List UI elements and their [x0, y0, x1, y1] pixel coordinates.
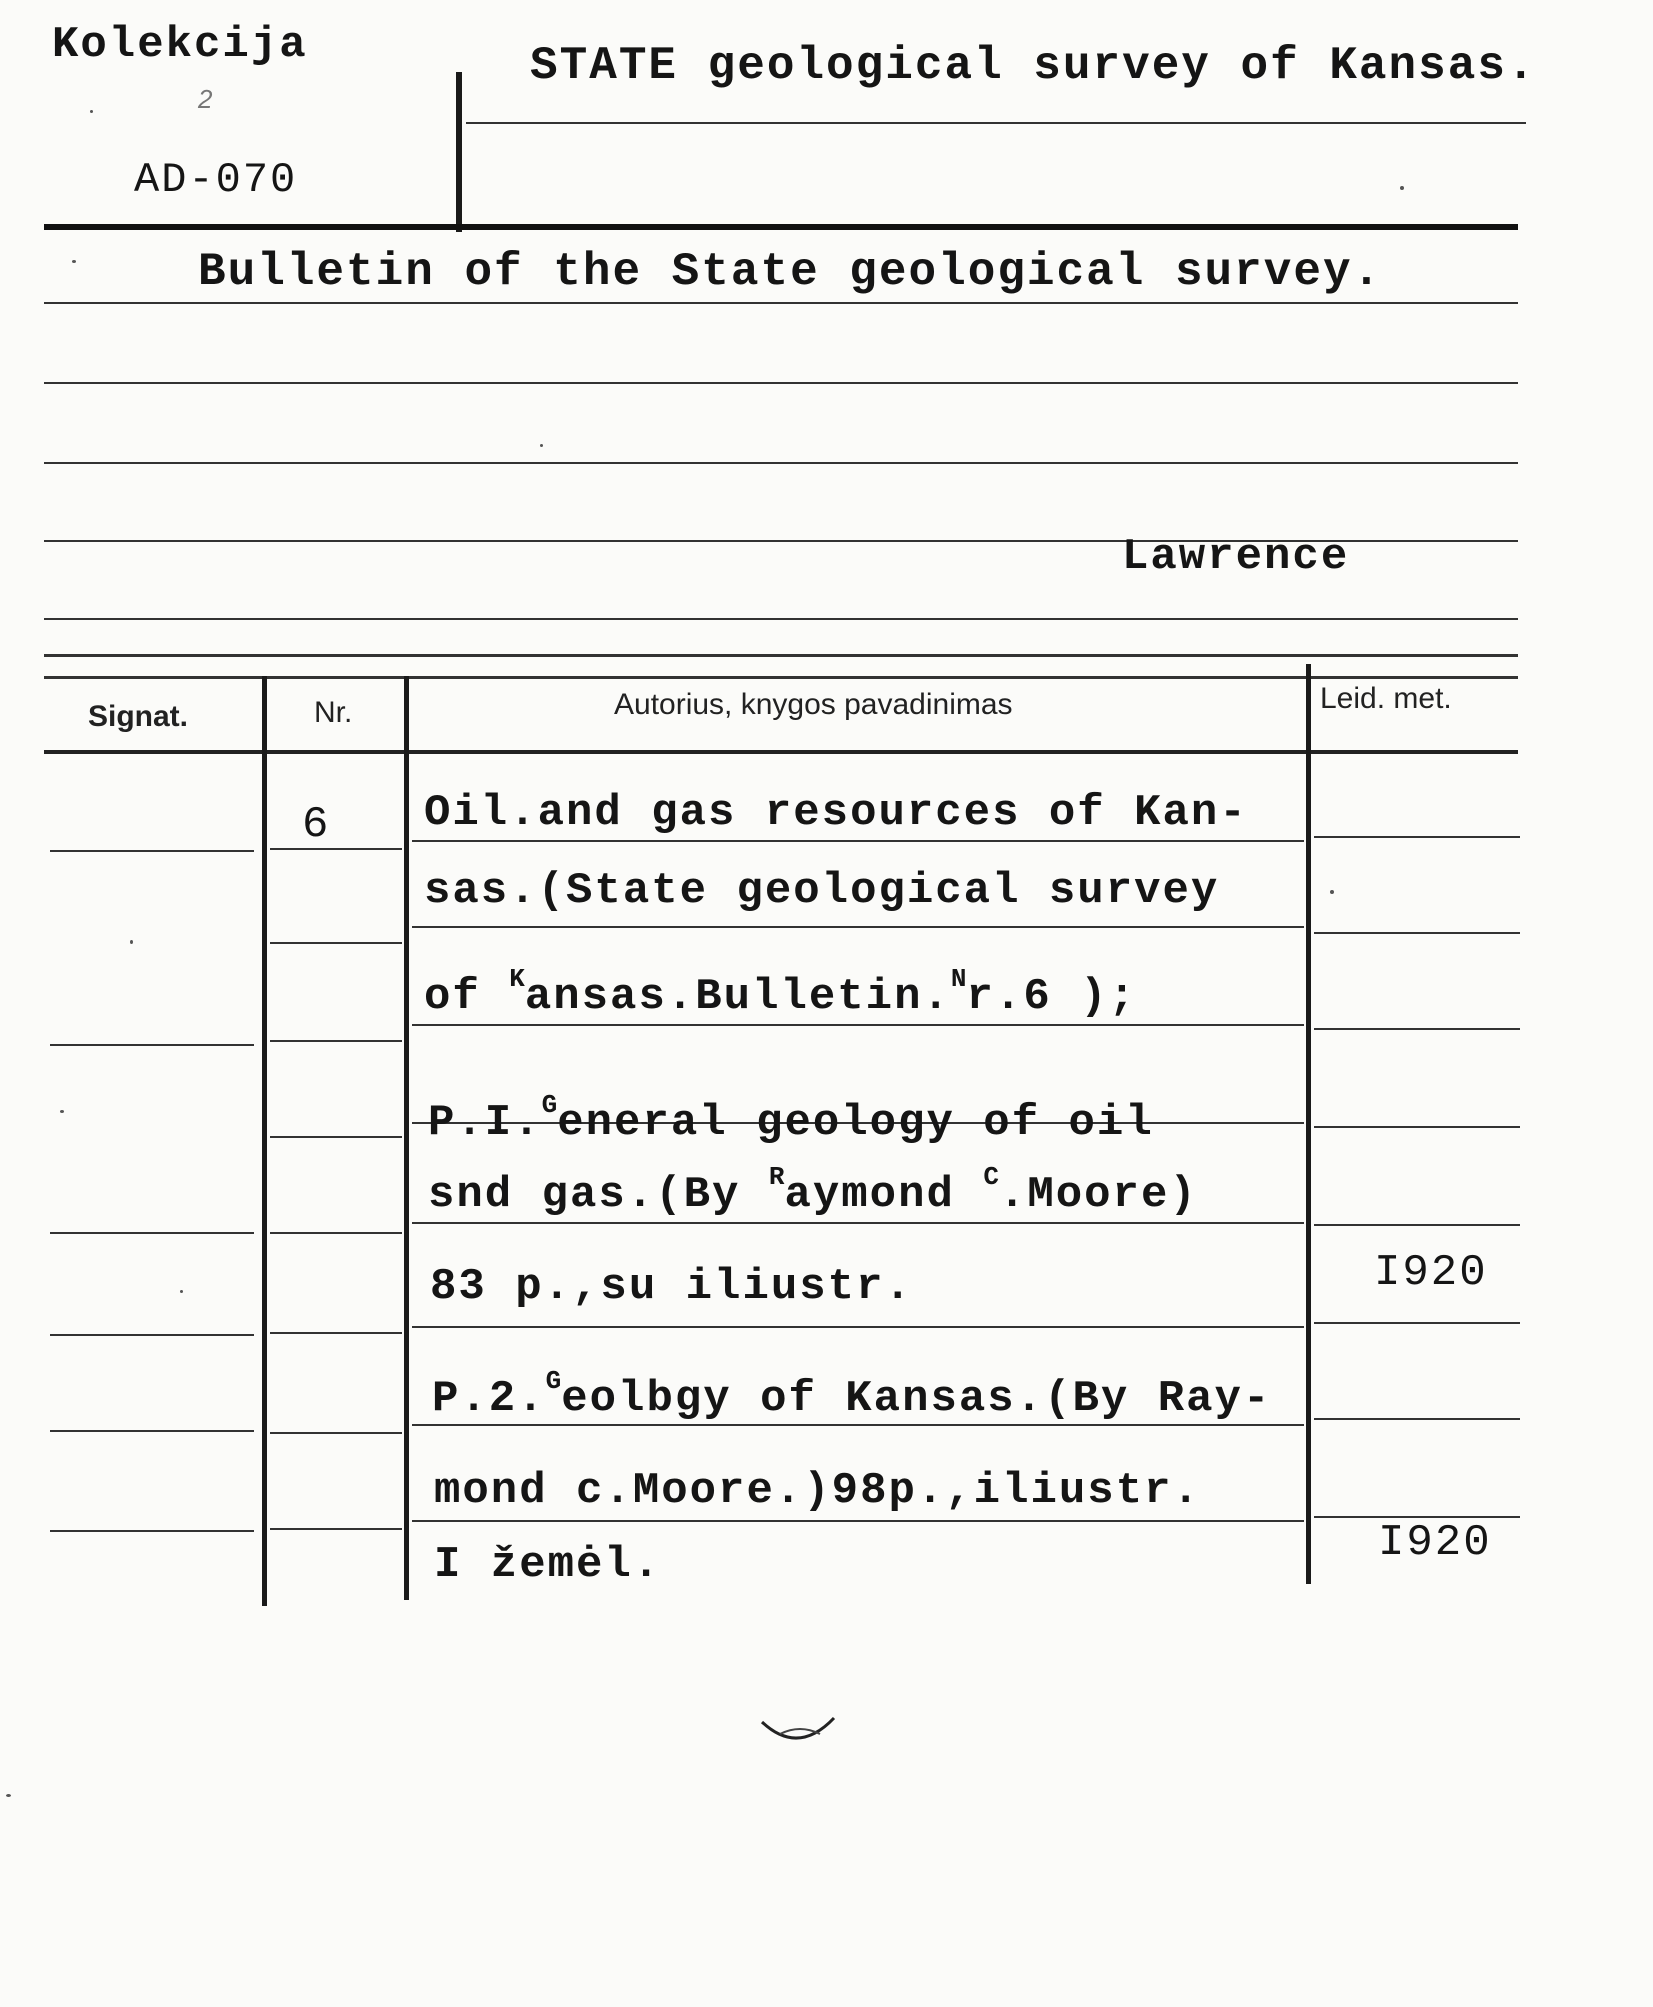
sig-rule-3 — [50, 1232, 254, 1234]
title-rule-8 — [412, 1520, 1304, 1522]
noise-speck — [6, 1794, 11, 1797]
nr-rule-2 — [270, 942, 402, 944]
title-rule-7 — [412, 1424, 1304, 1426]
noise-speck — [180, 1290, 183, 1293]
small-mark: 2 — [198, 84, 213, 114]
title-rule-6 — [412, 1326, 1304, 1328]
entry-line-6: 83 p.,su iliustr. — [430, 1262, 913, 1312]
column-line-3 — [1306, 664, 1311, 1584]
header-number: Nr. — [314, 696, 353, 729]
sig-rule-4 — [50, 1334, 254, 1336]
entry-line-3-sup-2: N — [950, 964, 967, 994]
entry-line-7-part-a: P.2. — [432, 1374, 546, 1424]
header-bottom-rule — [44, 224, 1518, 230]
header-year: Leid. met. — [1320, 682, 1452, 715]
year-rule-2 — [1314, 932, 1520, 934]
entry-line-4-sup: G — [541, 1090, 558, 1120]
signature-code: AD-070 — [134, 156, 298, 204]
noise-speck — [1330, 890, 1334, 894]
header-author-title: Autorius, knygos pavadinimas — [614, 688, 1013, 721]
year-part-2: I920 — [1378, 1518, 1492, 1568]
nr-rule-5 — [270, 1232, 402, 1234]
entry-line-8: mond c.Moore.)98p.,iliustr. — [434, 1466, 1201, 1516]
nr-rule-3 — [270, 1040, 402, 1042]
nr-rule-4 — [270, 1136, 402, 1138]
entry-line-4-part-b: eneral geology of oil — [557, 1098, 1154, 1148]
noise-speck — [90, 110, 93, 113]
entry-line-5-part-c: .Moore) — [998, 1170, 1198, 1220]
nr-rule-7 — [270, 1432, 402, 1434]
noise-speck — [60, 1110, 64, 1113]
sig-rule-1 — [50, 850, 254, 852]
entry-line-7 — [432, 1366, 1271, 1424]
year-rule-1 — [1314, 836, 1520, 838]
title-rule-1 — [412, 840, 1304, 842]
entry-line-5-part-a: snd gas.(By — [428, 1170, 769, 1220]
entry-line-1: Oil.and gas resources of Kan- — [424, 788, 1248, 838]
entry-line-3-part-a: of — [424, 972, 510, 1022]
year-rule-7 — [1314, 1418, 1520, 1420]
noise-speck — [1400, 186, 1404, 190]
publisher-heading: STATE geological survey of Kansas. — [530, 40, 1537, 92]
entry-line-5-sup-1: R — [768, 1162, 785, 1192]
entry-number: 6 — [302, 800, 331, 850]
entry-line-5 — [428, 1162, 1198, 1220]
header-divider — [456, 72, 462, 232]
entry-line-2: sas.(State geological survey — [424, 866, 1220, 916]
publisher-rule-1 — [466, 122, 1526, 124]
year-rule-4 — [1314, 1126, 1520, 1128]
noise-speck — [540, 444, 543, 447]
upper-rule-2 — [44, 382, 1518, 384]
entry-line-9: I žemėl. — [434, 1540, 662, 1590]
title-rule-3 — [412, 1024, 1304, 1026]
place-of-publication: Lawrence — [1122, 532, 1350, 582]
column-line-1 — [262, 676, 267, 1606]
upper-rule-3 — [44, 462, 1518, 464]
entry-line-3-part-c: r.6 ); — [966, 972, 1137, 1022]
year-part-1: I920 — [1374, 1248, 1488, 1298]
entry-line-3-part-b: ansas.Bulletin. — [524, 972, 951, 1022]
entry-line-5-sup-2: C — [983, 1162, 999, 1192]
header-signature: Signat. — [88, 700, 189, 733]
sig-rule-6 — [50, 1530, 254, 1532]
sig-rule-5 — [50, 1430, 254, 1432]
title-rule-5 — [412, 1222, 1304, 1224]
entry-line-5-part-b: aymond — [784, 1170, 984, 1220]
nr-rule-8 — [270, 1528, 402, 1530]
entry-line-7-sup: G — [545, 1366, 562, 1396]
punch-mark-icon — [760, 1714, 836, 1750]
sig-rule-2 — [50, 1044, 254, 1046]
entry-line-7-part-b: eolbgy of Kansas.(By Ray- — [561, 1374, 1272, 1424]
entry-line-4-part-a: P.I. — [428, 1098, 542, 1148]
series-title: Bulletin of the State geological survey. — [198, 246, 1383, 298]
column-line-2 — [404, 676, 409, 1600]
upper-rule-5 — [44, 618, 1518, 620]
table-top-rule — [44, 654, 1518, 657]
noise-speck — [130, 940, 133, 944]
upper-rule-1 — [44, 302, 1518, 304]
year-rule-3 — [1314, 1028, 1520, 1030]
noise-speck — [72, 260, 76, 263]
nr-rule-1 — [270, 848, 402, 850]
entry-line-3 — [424, 964, 1137, 1022]
entry-line-3-sup-1: K — [509, 964, 525, 994]
nr-rule-6 — [270, 1332, 402, 1334]
entry-line-4 — [428, 1090, 1154, 1148]
title-rule-2 — [412, 926, 1304, 928]
year-rule-5 — [1314, 1224, 1520, 1226]
collection-label: Kolekcija — [52, 20, 308, 70]
year-rule-6 — [1314, 1322, 1520, 1324]
